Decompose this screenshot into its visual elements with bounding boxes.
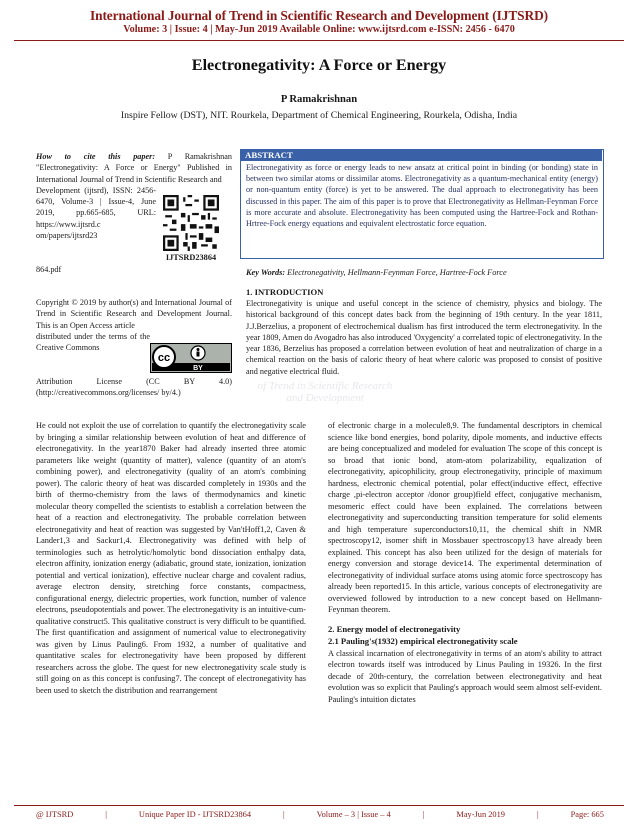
cc-by-license-icon (150, 343, 232, 373)
qr-code-icon (163, 195, 219, 251)
footer-paper-id: Unique Paper ID - IJTSRD23864 (138, 810, 252, 819)
section-2-1-heading: 2.1 Pauling's(1932) empirical electronegativity scale (328, 636, 518, 646)
copyright-text-c: Attribution License (CC BY 4.0) (http://creativecommons.org/licenses/ by/4.) (36, 377, 232, 398)
intro-text: Electronegativity is unique and useful concept in the science of chemistry, physics and biology. The historical background of this concept dates back from the beginning of 19th century. In the year 1811, J.J.Berzelius, a proponent of electrochemical dualism has first introduced the term electronegativity. In the year 1809, Amen do Avogadro has also introduced 'Oxygencity' a correlated topic of electronegativity. In the year 1836, Berzelius has proposed a correlation between evolution of heat and neutralization of charge in a chemical reaction on the basis of caloric theory of heat where caloric was proposed to consist of positive and negative electrical fluid. (246, 299, 602, 376)
footer-rule (14, 805, 624, 806)
cc-badge-by: BY (193, 365, 203, 372)
footer-ijtsrd: @ IJTSRD (36, 810, 74, 819)
watermark: of Trend in Scientific Research and Development (257, 380, 393, 404)
section-2-heading: 2. Energy model of electronegativity (328, 623, 461, 634)
footer-sep: | (105, 810, 107, 819)
footer-sep: | (282, 810, 285, 819)
intro-heading: 1. INTRODUCTION (246, 287, 324, 297)
right-column (328, 420, 602, 705)
citation-text-a: P Ramakrishnan "Electronegativity: A Force or Energy" Published in International Journal of Trend in Scientific Research and (36, 152, 232, 184)
citation-label: How to cite this paper: (36, 152, 156, 161)
footer-sep: | (536, 810, 539, 819)
paper-title: Electronegativity: A Force or Energy (191, 56, 447, 74)
citation-text-b: Development (ijtsrd), ISSN: 2456-6470, Volume-3 | Issue-4, June 2019, pp.665-685, URL: https://www.ijtsrd.c om/papers/ijtsrd23 (36, 185, 156, 241)
footer-page: Page: 665 (570, 810, 604, 819)
paper-id-label: IJTSRD23864 (165, 253, 217, 262)
author-name: P Ramakrishnan (280, 94, 358, 105)
header-rule (14, 40, 624, 41)
footer (36, 810, 604, 819)
copyright-text-a: Copyright © 2019 by author(s) and International Journal of Trend in Scientific Research and Development Journal. This is an Open Access article (36, 298, 232, 330)
keywords-label: Key Words: (246, 268, 286, 277)
left-column-text: He could not exploit the use of correlation to quantify the electronegativity scale by bringing a similar relationship between evolution of heat and difference of electronegativity. In the year1870 Baker had already inserted three atomic parameters like weight (quantity of matter), valence (quantity of an atom's combining power), and electronegativity (quality of an atom's combining power). The caloric theory of heat was discarded completely in 1930s and the birth of thermo-chemistry from the laws of thermodynamics and kinetic molecular theory compelled the scientists to establish a correlation between the heat of a reaction and electronegativity. The probable correlation between electronegativity and heat of reaction was suggested by Van'tHoff1,2, Caven & Lander1,3 and Sackur1,4. Electronegativity was defined with help of terminologies such as hetrolytic/homolytic bond dissociation enthalpy data, electron affinity, ionization energy (adiabatic, ground state, ionization, ionization potential and vertical ionization), effective nuclear charge and covalent radius, average electron density, stretching force constants, compactness, configurational energy, dielectric properties, work function, number of valence electrons, pseudopotentials and power. The electronegativity is an intuitive-cum-qualitative construct5. This qualitative construct is very difficult to be quantified. The first quantification and assignment of numerical value to electronegativity was given by Linus Pauling6. From 1932, a number of qualitative and quantitative scales for electronegativity have been proposed by different researchers across the globe. The quest for new electronegativity scale study is still going on as this concept is confusing7. The concept of electronegativity has been used to sketch the distribution and rearrangement (36, 421, 306, 695)
journal-issue-line: Volume: 3 | Issue: 4 | May-Jun 2019 Available Online: www.ijtsrd.com e-ISSN: 2456 - 6470 (123, 24, 515, 35)
right-column-text-b: A classical incarnation of electronegativity in terms of an atom's ability to attract electron towards itself was introduced by Linus Pauling in 19326. In the first decade of 20th-century, the correlation between electronegativity and heat evolution was so explicit that Pauling's approach would seem almost self-evident. Pauling's intuition dictates (328, 648, 602, 704)
keywords-text: Electronegativity, Hellmann-Feynman Force, Hartree-Fock Force (285, 268, 507, 277)
copyright-text-b: distributed under the terms of the Creative Commons (36, 332, 150, 353)
journal-title: International Journal of Trend in Scientific Research and Development (IJTSRD) (89, 8, 549, 23)
keywords (246, 268, 606, 277)
footer-volume: Volume – 3 | Issue – 4 (316, 810, 391, 819)
abstract-text: Electronegativity as force or energy leads to new ansatz at critical point in binding (or bonding) state in between two similar atoms or dissimilar atoms. Electronegativity as a quantum-mechanical entity (energy) or non-quantum entity (force) is yet to be answered. The dual approach to electronegativity has been discussed in this paper. The aim of this paper is to prove that Electronegativity as Hellman-Feynman Force is more accurate and absolute. Electronegativity has been computed using the Hartree-Fock and Rothan-Hrtree-Fock energy equations and equivalent electrostatic force equation. (246, 163, 598, 229)
right-column-text-a: of electronic charge in a molecule8,9. The fundamental descriptors in chemical science like bond energies, bond polarity, dipole moments, and inductive effects are being conceptualized and modeled for evaluation The scope of this concept is so broad that ionic bond, atom-atom polarizability, equalization of electronegativity, apicophilicity, group electronegativity, principle of maximum hardness, electronic chemical potential, polar effect(inductive effect, effective charge ,pi-electron acceptor /donor group)field effect, conjugative mechanism, mesomeric effect could have been explained. The correlations between electronegativity and superconducting transition temperature for solid elements and high temperature superconductors10,11, the chemical shift in NMR spectroscopy12, isomer shift in Mossbauer spectroscopy13 have already been explained. This concept has also been utilized for the design of materials for energy conversion and storage device14. The experimental determination of electronegativity of individual surface atoms using atomic force spectroscopy has already been reported15. In this article, various concepts of electronegativity are overviewed followed by introduction to a new concept based on Hellmann-Feynman theorem. (328, 421, 602, 614)
citation-text-c: 864.pdf (36, 265, 62, 274)
footer-date: May-Jun 2019 (456, 810, 505, 819)
abstract-heading: ABSTRACT (240, 149, 602, 161)
footer-sep: | (422, 810, 425, 819)
author-affiliation: Inspire Fellow (DST), NIT. Rourkela, Department of Chemical Engineering, Rourkela, Odisha, India (120, 110, 518, 121)
cc-badge-cc: cc (157, 352, 171, 364)
